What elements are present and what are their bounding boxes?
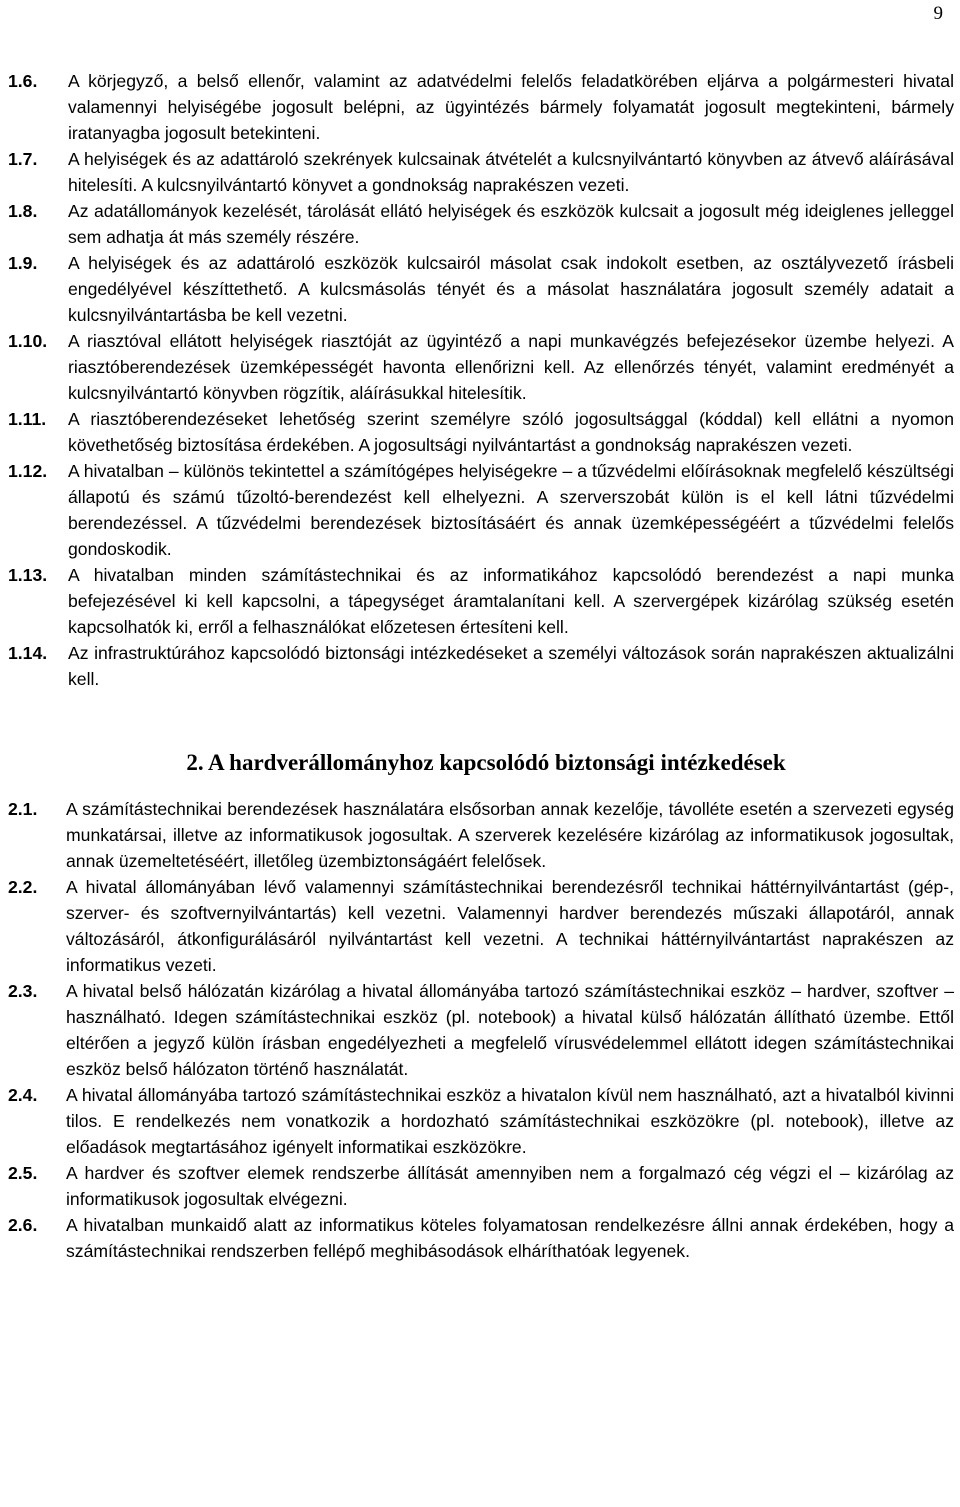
paragraph-1-13 [0,562,960,640]
paragraph-2-3 [0,978,960,1082]
paragraph-text: A hivatal állományában lévő valamennyi számítástechnikai berendezésről technikai háttérnyilvántartást (gép-, szerver- és szoftvernyilvántartás) kell vezetni. Valamennyi hardver berendezés műszaki állapotáról, annak változásáról, átkonfigurálásáról nyilvántartást kell vezetni. A technikai háttérnyilvántartást naprakészen az informatikus vezeti. [66,877,954,975]
paragraph-text: A helyiségek és az adattároló szekrények kulcsainak átvételét a kulcsnyilvántartó könyvben az átvevő aláírásával hitelesíti. A kulcsnyilvántartó könyvet a gondnokság naprakészen vezeti. [68,149,954,195]
paragraph-text: A riasztóval ellátott helyiségek riasztóját az ügyintéző a napi munkavégzés befejezésekor üzembe helyezi. A riasztóberendezések üzemképességét havonta ellenőrizni kell. Az ellenőrzés tényét, valamint eredményét a kulcsnyilvántartó könyvben rögzítik, aláírásukkal hitelesítik. [68,331,954,403]
paragraph-2-5 [0,1160,960,1212]
paragraph-2-1 [0,796,960,874]
paragraph-text: A hivatalban – különös tekintettel a számítógépes helyiségekre – a tűzvédelmi előírásoknak megfelelő készültségi állapotú és számú tűzoltó-berendezést kell elhelyezni. A szerverszobát külön is el kell látni tűzvédelmi berendezéssel. A tűzvédelmi berendezések biztosításáért és annak üzemképességéért a tűzvédelmi felelős gondoskodik. [68,461,954,559]
paragraph-2-2 [0,874,960,978]
paragraph-1-12 [0,458,960,562]
section-2-heading: 2. A hardverállományhoz kapcsolódó biztonsági intézkedések [186,750,786,775]
paragraph-number: 2.6. [8,1215,38,1235]
paragraph-number: 2.1. [8,799,38,819]
paragraph-number: 1.7. [8,149,38,169]
paragraph-1-10 [0,328,960,406]
paragraph-text: A hivatal belső hálózatán kizárólag a hivatal állományába tartozó számítástechnikai eszköz – hardver, szoftver – használható. Idegen számítástechnikai eszköz (pl. notebook) a hivatal külső hálózatán állítható üzembe. Ettől eltérően a jegyző külön írásban engedélyezheti a megfelelő vírusvédelemmel ellátott idegen számítástechnikai eszköz belső hálózaton történő használatát. [66,981,954,1079]
paragraph-number: 1.10. [8,331,48,351]
paragraph-text: A számítástechnikai berendezések használatára elsősorban annak kezelője, távolléte esetén a szervezeti egység munkatársai, illetve az informatikusok jogosultak. A szerverek kezelésére kizárólag az informatikusok jogosultak, annak üzemeltetéséért, illetőleg üzembiztonságáért felelősek. [66,799,954,871]
paragraph-number: 2.3. [8,981,38,1001]
page-number: 9 [933,3,943,24]
paragraph-number: 2.4. [8,1085,38,1105]
paragraph-number: 1.12. [8,461,48,481]
paragraph-text: A hardver és szoftver elemek rendszerbe állítását amennyiben nem a forgalmazó cég végzi el – kizárólag az informatikusok jogosultak elvégezni. [66,1163,954,1209]
paragraph-number: 1.6. [8,71,38,91]
paragraph-number: 2.2. [8,877,38,897]
paragraph-1-9 [0,250,960,328]
paragraph-text: A riasztóberendezéseket lehetőség szerint személyre szóló jogosultsággal (kóddal) kell ellátni a nyomon követhetőség biztosítása érdekében. A jogosultsági nyilvántartást a gondnokság naprakészen vezeti. [68,409,954,455]
paragraph-number: 1.14. [8,643,48,663]
paragraph-number: 1.8. [8,201,38,221]
paragraph-text: A körjegyző, a belső ellenőr, valamint az adatvédelmi felelős feladatkörében eljárva a polgármesteri hivatal valamennyi helyiségébe jogosult belépni, az ügyintézés bármely folyamatát jogosult megtekinteni, bármely iratanyagba jogosult betekinteni. [68,71,954,143]
paragraph-number: 1.11. [8,409,47,429]
paragraph-1-6 [0,68,960,146]
paragraph-text: Az infrastruktúrához kapcsolódó biztonsági intézkedéseket a személyi változások során naprakészen aktualizálni kell. [68,643,954,689]
paragraph-text: A hivatalban munkaidő alatt az informatikus köteles folyamatosan rendelkezésre állni annak érdekében, hogy a számítástechnikai rendszerben fellépő meghibásodások elháríthatóak legyenek. [66,1215,954,1261]
paragraph-1-7 [0,146,960,198]
paragraph-2-6 [0,1212,960,1264]
paragraph-1-8 [0,198,960,250]
paragraph-text: A hivatalban minden számítástechnikai és az informatikához kapcsolódó berendezést a napi munka befejezésével ki kell kapcsolni, a tápegységet áramtalanítani kell. A szervergépek kizárólag szükség esetén kapcsolhatók ki, erről a felhasználókat előzetesen értesíteni kell. [68,565,954,637]
section-2-hardware-measures [0,796,960,1264]
paragraph-2-4 [0,1082,960,1160]
paragraph-text: A helyiségek és az adattároló eszközök kulcsairól másolat csak indokolt esetben, az osztályvezető írásbeli engedélyével készíttethető. A kulcsmásolás tényét és a másolat használatára jogosult személy adatait a kulcsnyilvántartásba be kell vezetni. [68,253,954,325]
paragraph-text: A hivatal állományába tartozó számítástechnikai eszköz a hivatalon kívül nem használható, azt a hivatalból kivinni tilos. E rendelkezés nem vonatkozik a hordozható számítástechnikai eszközökre (pl. notebook), illetve az előadások megtartásához igényelt informatikai eszközökre. [66,1085,954,1157]
document-body [0,68,960,1264]
paragraph-number: 2.5. [8,1163,38,1183]
paragraph-1-11 [0,406,960,458]
paragraph-number: 1.13. [8,565,48,585]
paragraph-number: 1.9. [8,253,38,273]
paragraph-1-14 [0,640,960,692]
section-1-security-measures [0,68,960,692]
paragraph-text: Az adatállományok kezelését, tárolását ellátó helyiségek és eszközök kulcsait a jogosult még ideiglenes jelleggel sem adhatja át más személy részére. [68,201,954,247]
